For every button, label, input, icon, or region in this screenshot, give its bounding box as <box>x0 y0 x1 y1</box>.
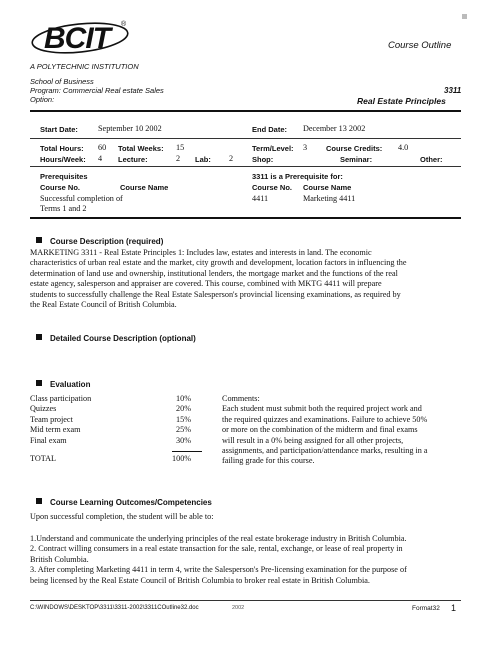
shop-label: Shop: <box>252 155 274 164</box>
comments-line: or more on the combination of the midterm and final exams <box>222 425 418 435</box>
start-date-label: Start Date: <box>40 125 78 134</box>
prereq-for-title: 3311 is a Prerequisite for: <box>252 172 343 181</box>
course-number: 3311 <box>444 86 462 95</box>
detailed-description-title: Detailed Course Description (optional) <box>50 334 196 343</box>
course-credits-value: 4.0 <box>398 143 409 152</box>
document-type: Course Outline <box>388 40 452 51</box>
footer-file-path: C:\WINDOWS\DESKTOP\3311\3311-2002\3311COutline32.doc <box>30 605 199 611</box>
evaluation-item-name: Quizzes <box>30 404 57 414</box>
term-level-label: Term/Level: <box>252 144 294 153</box>
footer-date-code: 2002 <box>232 605 245 611</box>
prereq-col-course-no: Course No. <box>40 183 81 192</box>
lecture-label: Lecture: <box>118 155 148 164</box>
hours-week-label: Hours/Week: <box>40 155 86 164</box>
total-hours-label: Total Hours: <box>40 144 84 153</box>
evaluation-comments <box>222 394 472 467</box>
outcome-item-2-line1: 2. Contract willing consumers in a real estate transaction for the sale, rental, exchange, or lease of real property in <box>30 544 403 554</box>
program-name: Program: Commercial Real estate Sales <box>30 86 164 95</box>
start-date-value: September 10 2002 <box>98 124 162 133</box>
lab-value: 2 <box>229 154 234 163</box>
detailed-description-heading <box>36 334 196 343</box>
section-bullet-icon <box>36 380 42 386</box>
comments-line: the required quizzes and examinations. Failure to achieve 50% <box>222 414 428 424</box>
prereq-for-course-name: Marketing 4411 <box>303 194 356 203</box>
prerequisites-title: Prerequisites <box>40 172 88 181</box>
comments-line: assignments, and participation/attendance marks, resulting in a <box>222 446 428 456</box>
evaluation-row <box>30 425 230 435</box>
description-line: determination of land use and ownership, institutional lenders, the mortgage market and the functions of the real <box>30 268 398 278</box>
section-bullet-icon <box>36 334 42 340</box>
prereq-for-course-no: 4411 <box>252 194 269 203</box>
other-label: Other: <box>420 155 443 164</box>
evaluation-row <box>30 404 230 414</box>
total-weeks-value: 15 <box>176 143 185 152</box>
outcomes-heading <box>36 498 212 507</box>
description-line: characteristics of urban real estate and the market, city growth and development, location factors in influencing the <box>30 258 407 268</box>
term-level-value: 3 <box>303 143 308 152</box>
total-rule <box>172 451 202 452</box>
comments-line: will result in a 0% being assigned for all other projects, <box>222 435 404 445</box>
evaluation-item-pct: 20% <box>176 404 192 414</box>
evaluation-item-name: Team project <box>30 414 73 424</box>
comments-label: Comments: <box>222 394 260 403</box>
dates-divider <box>30 138 461 139</box>
outcome-item-3-line2: being licensed by the Real Estate Council of British Columbia to broker real estate in British Columbia. <box>30 575 370 585</box>
footer-page-number: 1 <box>451 603 457 613</box>
evaluation-item-pct: 10% <box>176 394 192 403</box>
prereq-text-line2: Terms 1 and 2 <box>40 204 87 213</box>
course-title: Real Estate Principles <box>357 96 446 106</box>
logo-tagline: A POLYTECHNIC INSTITUTION <box>30 62 139 71</box>
evaluation-row <box>30 394 230 404</box>
section-bullet-icon <box>36 237 42 243</box>
outcome-item-1: 1.Understand and communicate the underlying principles of the real estate brokerage industry in British Columbia. <box>30 534 407 543</box>
prereq-col-course-name: Course Name <box>120 183 169 192</box>
comments-line: Each student must submit both the required project work and <box>222 404 422 414</box>
outcome-item-2-line2: British Columbia. <box>30 554 89 564</box>
description-line: students to successfully challenge the Real Estate Salesperson's provincial licensing examinations, as required by <box>30 289 401 299</box>
end-date-label: End Date: <box>252 125 288 134</box>
course-description-heading <box>36 237 163 246</box>
total-hours-value: 60 <box>98 143 107 152</box>
evaluation-item-pct: 15% <box>176 414 192 424</box>
outcome-item-3-line1: 3. After completing Marketing 4411 in term 4, write the Salesperson's Pre-licensing examination for the purpose of <box>30 565 407 575</box>
evaluation-item-name: Mid term exam <box>30 425 81 435</box>
evaluation-heading <box>36 380 90 389</box>
prereq-for-col-course-no: Course No. <box>252 183 293 192</box>
course-credits-label: Course Credits: <box>326 144 383 153</box>
footer-divider <box>30 600 461 601</box>
header-divider <box>30 110 461 112</box>
evaluation-total-pct: 100% <box>172 454 192 463</box>
prereq-text-line1: Successful completion of <box>40 194 123 203</box>
seminar-label: Seminar: <box>340 155 373 164</box>
evaluation-item-name: Class participation <box>30 394 92 403</box>
evaluation-row <box>30 436 230 446</box>
evaluation-total-row <box>30 454 230 464</box>
school-name: School of Business <box>30 77 94 86</box>
section-bullet-icon <box>36 498 42 504</box>
evaluation-item-pct: 25% <box>176 425 192 435</box>
scan-corner-mark <box>462 14 467 19</box>
evaluation-row <box>30 415 230 425</box>
hours-divider <box>30 166 461 167</box>
evaluation-item-name: Final exam <box>30 435 67 445</box>
outcomes-title: Course Learning Outcomes/Competencies <box>50 498 212 507</box>
outcomes-list <box>30 534 470 586</box>
course-description-body <box>30 248 465 310</box>
logo-text: BCIT <box>44 22 110 55</box>
hours-week-value: 4 <box>98 154 103 163</box>
prereq-divider <box>30 217 461 219</box>
lab-label: Lab: <box>195 155 211 164</box>
evaluation-item-pct: 30% <box>176 435 192 445</box>
total-weeks-label: Total Weeks: <box>118 144 164 153</box>
description-line: the Real Estate Council of British Columbia. <box>30 300 177 310</box>
description-line: estate agency, salesperson and appraiser are covered. This course, combined with MKTG 4411 will prepare <box>30 279 382 289</box>
evaluation-table <box>30 394 230 470</box>
comments-line: failing grade for this course. <box>222 456 315 466</box>
footer-format: Format32 <box>412 605 440 612</box>
description-line: MARKETING 3311 - Real Estate Principles 1: Includes law, estates and interests in land. The economic <box>30 248 372 257</box>
registered-mark: ® <box>121 21 127 28</box>
evaluation-total-label: TOTAL <box>30 454 57 463</box>
option-label: Option: <box>30 95 55 104</box>
lecture-value: 2 <box>176 154 181 163</box>
end-date-value: December 13 2002 <box>303 124 366 133</box>
course-description-title: Course Description (required) <box>50 237 164 246</box>
prereq-for-col-course-name: Course Name <box>303 183 352 192</box>
evaluation-title: Evaluation <box>50 380 91 389</box>
outcomes-intro: Upon successful completion, the student will be able to: <box>30 512 214 521</box>
